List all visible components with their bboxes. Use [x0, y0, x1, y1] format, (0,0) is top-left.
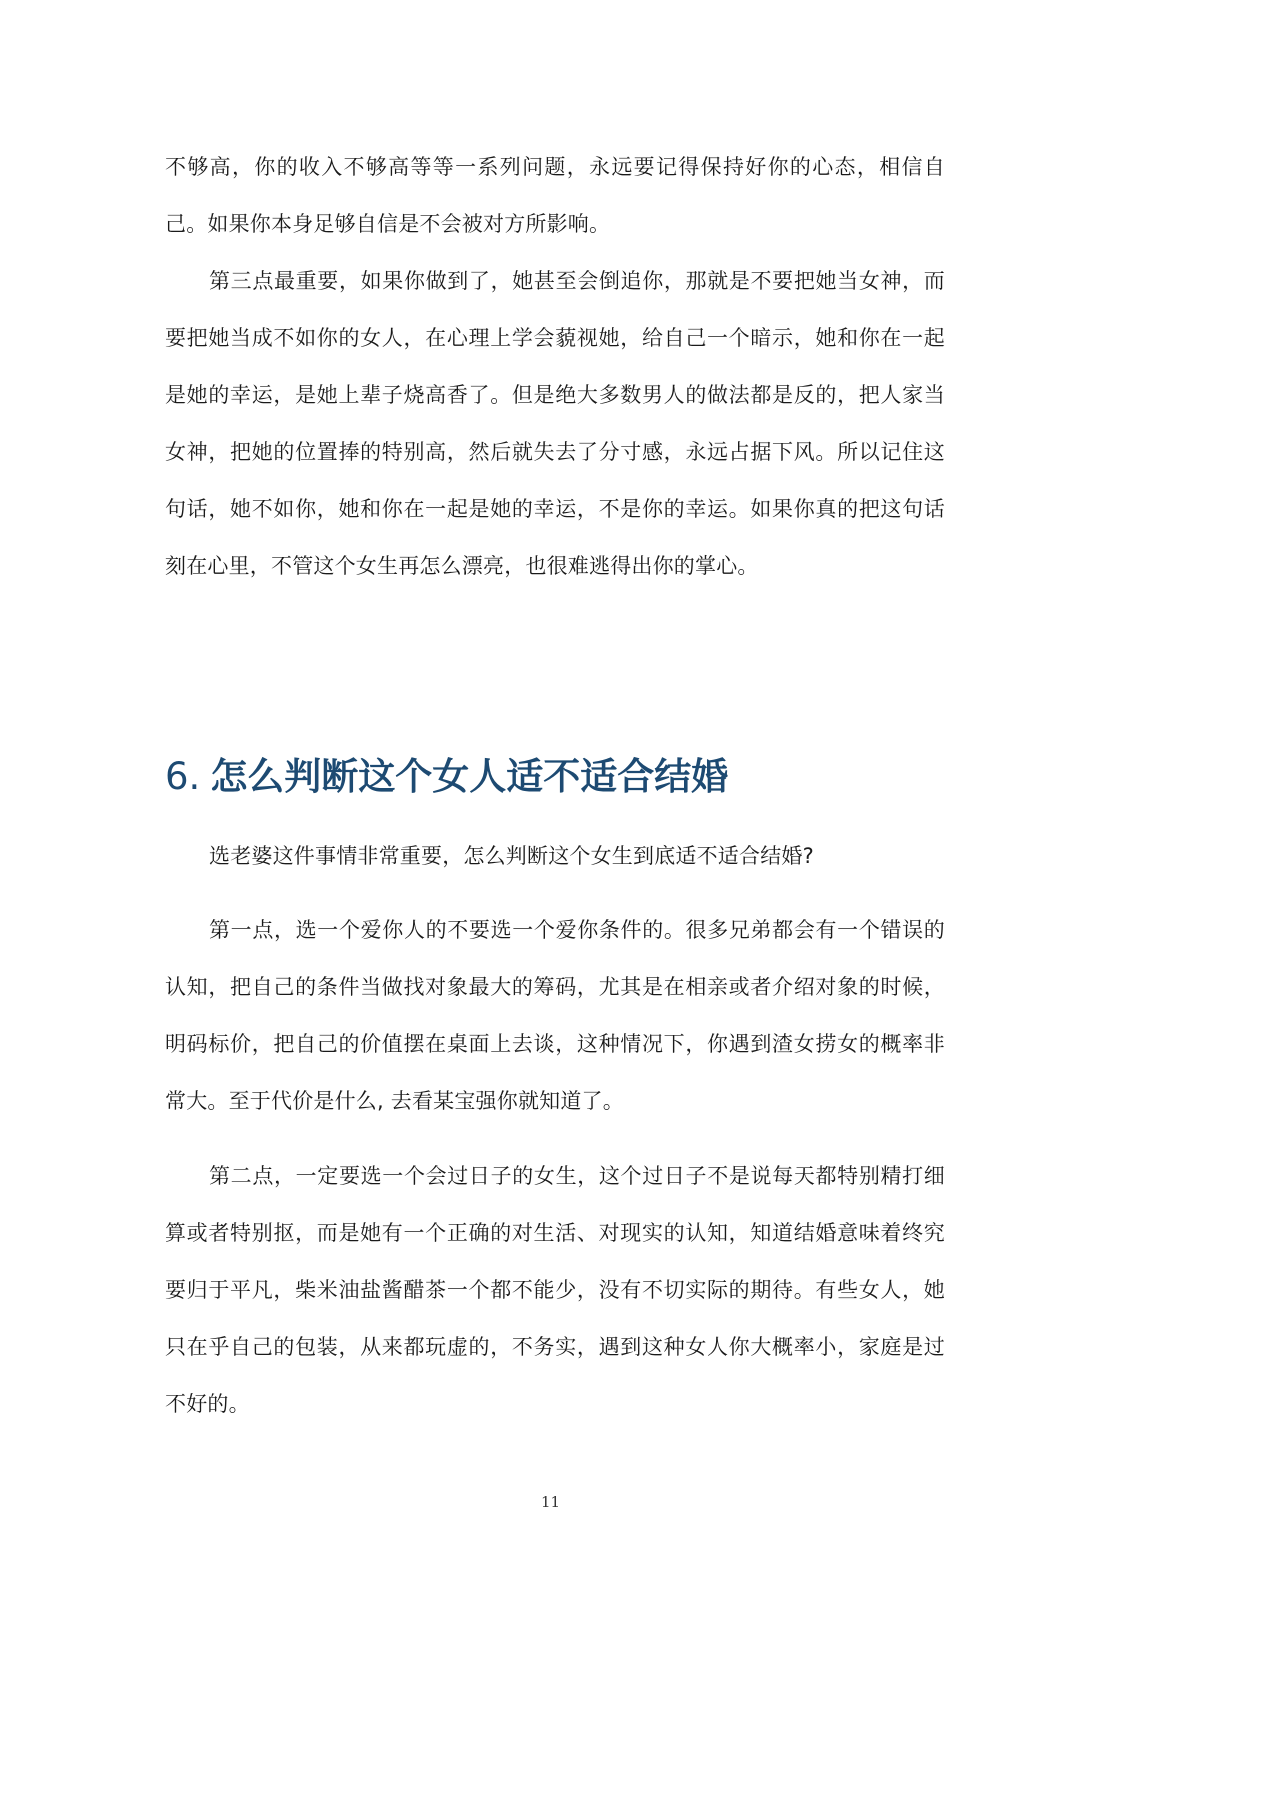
paragraph-third-point: 第三点最重要，如果你做到了，她甚至会倒追你，那就是不要把她当女神，而要把她当成不如你的女人，在心理上学会藐视她，给自己一个暗示，她和你在一起是她的幸运，是她上辈子烧高香了。但是绝大多数男人的做法都是反的，把人家当女神，把她的位置捧的特别高，然后就失去了分寸感，永远占据下风。所以记住这句话，她不如你，她和你在一起是她的幸运，不是你的幸运。如果你真的把这句话刻在心里，不管这个女生再怎么漂亮，也很难逃得出你的掌心。: [165, 269, 945, 578]
paragraph-first-point: 第一点，选一个爱你人的不要选一个爱你条件的。很多兄弟都会有一个错误的认知，把自己的条件当做找对象最大的筹码，尤其是在相亲或者介绍对象的时候，明码标价，把自己的价值摆在桌面上去谈，这种情况下，你遇到渣女捞女的概率非常大。至于代价是什么, 去看某宝强你就知道了。: [165, 918, 945, 1113]
page-number: 11: [540, 1493, 561, 1511]
paragraph-continuation: 不够高，你的收入不够高等等一系列问题，永远要记得保持好你的心态，相信自己。如果你本身足够自信是不会被对方所影响。: [165, 155, 945, 236]
paragraph-second-point: 第二点，一定要选一个会过日子的女生，这个过日子不是说每天都特别精打细算或者特别抠，而是她有一个正确的对生活、对现实的认知，知道结婚意味着终究要归于平凡，柴米油盐酱醋茶一个都不能少，没有不切实际的期待。有些女人，她只在乎自己的包装，从来都玩虚的，不务实，遇到这种女人你大概率小，家庭是过不好的。: [165, 1164, 945, 1416]
paragraph-intro: 选老婆这件事情非常重要，怎么判断这个女生到底适不适合结婚?: [209, 844, 814, 868]
section-heading: [165, 752, 728, 802]
section-title: 怎么判断这个女人适不适合结婚: [210, 755, 729, 798]
section-number: 6.: [165, 755, 201, 798]
